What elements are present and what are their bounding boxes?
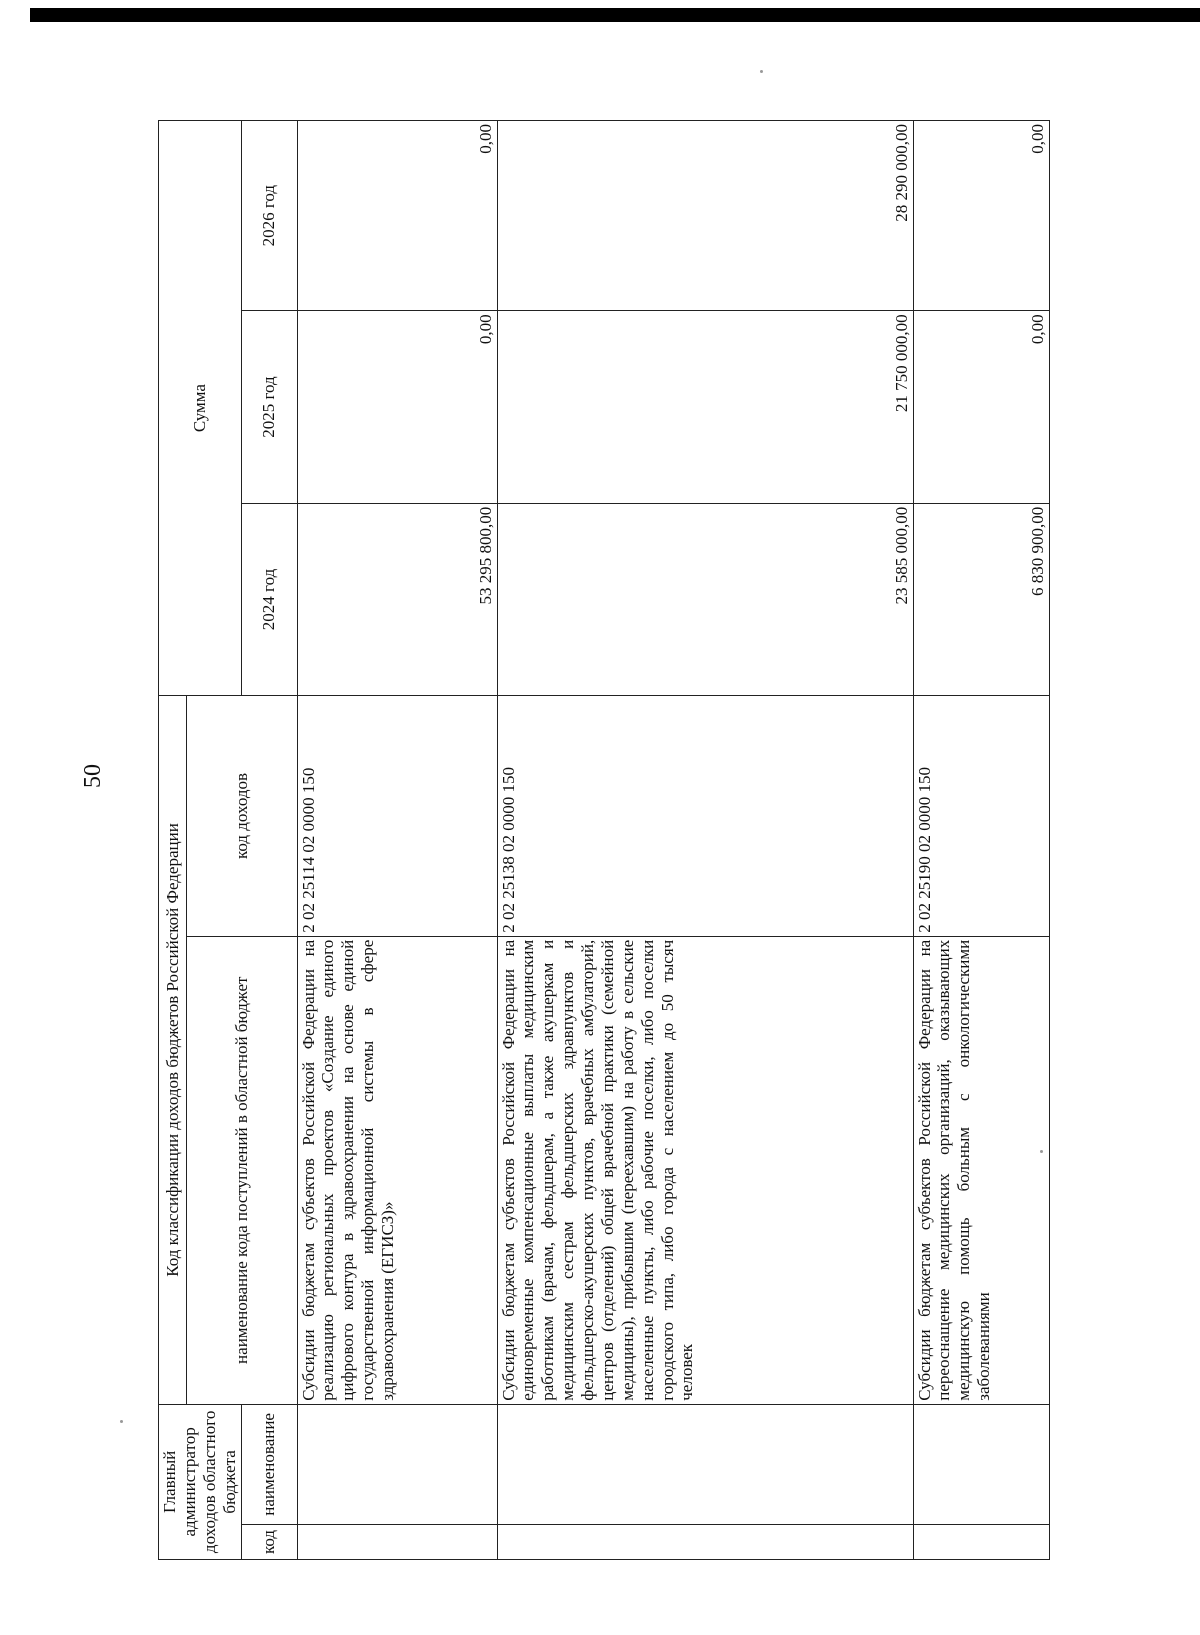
- scan-edge-bar: [30, 8, 1200, 22]
- admin-code-cell: [497, 1525, 913, 1560]
- table-row: [913, 121, 1049, 1560]
- amount-2024-cell: 53 295 800,00: [297, 503, 497, 695]
- header-code: код: [241, 1525, 297, 1560]
- income-name-cell: Субсидии бюджетам субъектов Российской Федерации на единовременные компенсационные выплаты медицинским работникам (врачам, фельдшерам, а также акушеркам и медицинским сестрам фельдшерских здравпунктов и фельдшерско-акушерских пунктов, врачебных амбулаторий, центров (отделений) общей врачебной практики (семейной медицины), прибывшим (переехавшим) на работу в сельские населенные пункты, либо рабочие поселки, либо поселки городского типа, либо города с населением до 50 тысяч человек: [497, 936, 913, 1404]
- income-classification-table: [158, 120, 1050, 1560]
- income-code-cell: 2 02 25138 02 0000 150: [497, 696, 913, 937]
- header-year-2024: 2024 год: [241, 503, 297, 695]
- header-income-code: код доходов: [187, 696, 298, 937]
- header-name: наименование: [241, 1404, 297, 1524]
- income-name-cell: Субсидии бюджетам субъектов Российской Федерации на реализацию региональных проектов «Создание единого цифрового контура в здравоохранении на основе единой государственной информационной системы в сфере здравоохранения (ЕГИСЗ)»: [297, 936, 497, 1404]
- amount-2026-cell: 0,00: [297, 121, 497, 311]
- header-admin-group: Главный администратор доходов областного бюджета: [159, 1404, 242, 1559]
- amount-2025-cell: 21 750 000,00: [497, 311, 913, 503]
- header-year-2026: 2026 год: [241, 121, 297, 311]
- header-sum-group: Сумма: [159, 121, 242, 696]
- amount-2024-cell: 23 585 000,00: [497, 503, 913, 695]
- amount-2026-cell: 0,00: [913, 121, 1049, 311]
- table-row: [497, 121, 913, 1560]
- amount-2025-cell: 0,00: [913, 311, 1049, 503]
- income-name-cell: Субсидии бюджетам субъектов Российской Федерации на переоснащение медицинских организаций, оказывающих медицинскую помощь больным с онкологическими заболеваниями: [913, 936, 1049, 1404]
- header-income-name: наименование кода поступлений в областной бюджет: [187, 936, 298, 1404]
- page-number: 50: [80, 764, 106, 788]
- header-year-2025: 2025 год: [241, 311, 297, 503]
- amount-2024-cell: 6 830 900,00: [913, 503, 1049, 695]
- rotated-table-wrapper: [158, 120, 1047, 1560]
- admin-name-cell: [497, 1404, 913, 1524]
- table-row: [297, 121, 497, 1560]
- income-code-cell: 2 02 25190 02 0000 150: [913, 696, 1049, 937]
- income-code-cell: 2 02 25114 02 0000 150: [297, 696, 497, 937]
- amount-2026-cell: 28 290 000,00: [497, 121, 913, 311]
- admin-name-cell: [913, 1404, 1049, 1524]
- admin-code-cell: [297, 1525, 497, 1560]
- header-classification-group: Код классификации доходов бюджетов Российской Федерации: [159, 696, 187, 1405]
- admin-code-cell: [913, 1525, 1049, 1560]
- amount-2025-cell: 0,00: [297, 311, 497, 503]
- admin-name-cell: [297, 1404, 497, 1524]
- scan-speck: [760, 70, 763, 73]
- scan-speck: [120, 1420, 123, 1423]
- header-row-1: [159, 121, 187, 1560]
